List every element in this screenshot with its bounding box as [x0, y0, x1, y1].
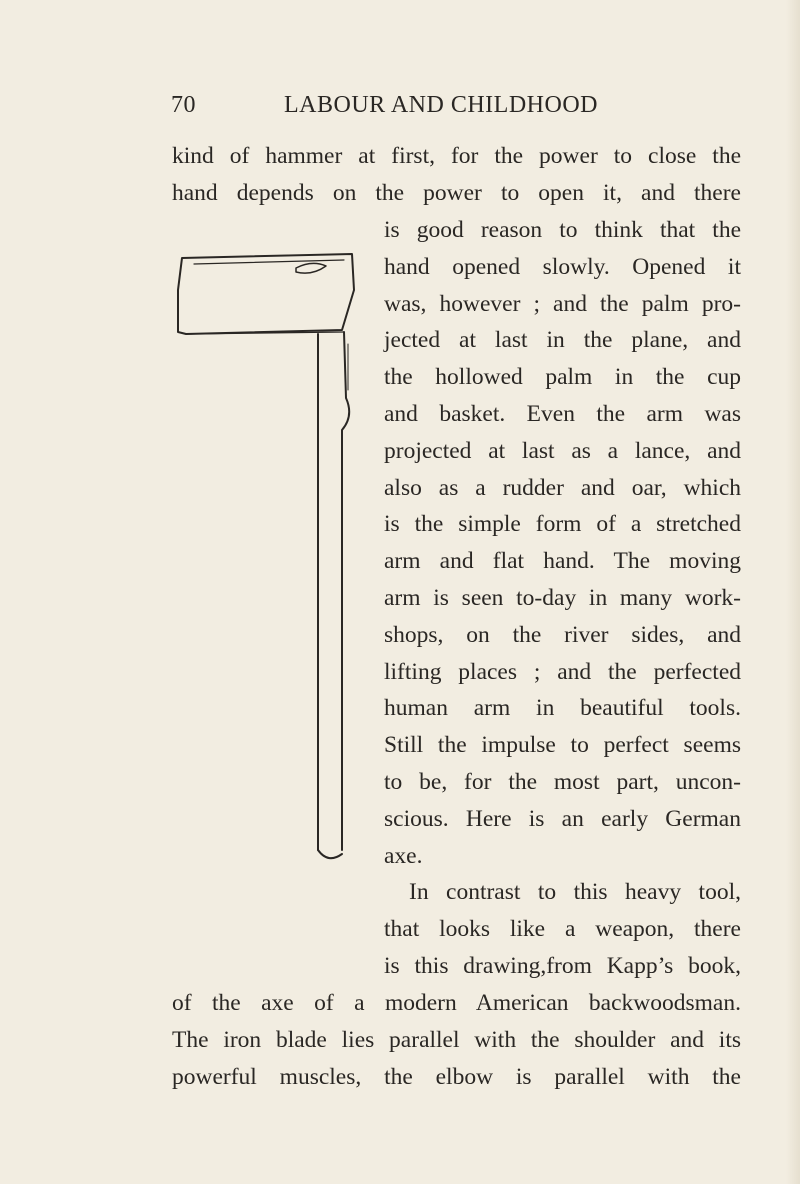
text-line: of the axe of a modern American backwoodsman.: [172, 990, 741, 1016]
text-line: arm is seen to-day in many work-: [384, 584, 741, 611]
axe-handle-grip: [318, 850, 342, 858]
axe-illustration: [168, 250, 378, 890]
text-line: hand depends on the power to open it, and there: [172, 179, 741, 206]
axe-head-outline: [178, 254, 354, 334]
text-line: to be, for the most part, uncon-: [384, 768, 741, 795]
text-line: axe.: [384, 842, 423, 869]
axe-head-inner: [194, 260, 344, 264]
text-line: arm and flat hand. The moving: [384, 548, 741, 575]
page-number: 70: [171, 92, 196, 118]
text-line: projected at last as a lance, and: [384, 437, 741, 464]
text-line: hand opened slowly. Opened it: [384, 253, 741, 280]
text-line: Still the impulse to perfect seems: [384, 732, 741, 759]
text-line: is good reason to think that the: [384, 217, 741, 243]
text-line: human arm in beautiful tools.: [384, 695, 741, 722]
text-line: is this drawing,from Kapp’s book,: [384, 952, 741, 979]
text-line: was, however ; and the palm pro-: [384, 290, 741, 317]
paragraph-wrapped: [384, 212, 741, 985]
text-line: lifting places ; and the perfected: [384, 658, 741, 685]
text-line: that looks like a weapon, there: [384, 916, 741, 943]
paragraph-bottom: [172, 985, 741, 1095]
text-line: kind of hammer at first, for the power to close the: [172, 143, 741, 169]
axe-eye: [296, 263, 326, 273]
text-line: powerful muscles, the elbow is parallel with the: [172, 1063, 741, 1090]
text-line: and basket. Even the arm was: [384, 400, 741, 427]
page-edge-shadow: [786, 0, 800, 1184]
text-line-indented: In contrast to this heavy tool,: [409, 879, 741, 906]
text-line: the hollowed palm in the cup: [384, 364, 741, 391]
text-line: scious. Here is an early German: [384, 805, 741, 832]
text-line: shops, on the river sides, and: [384, 621, 741, 648]
paragraph-top: [172, 138, 741, 212]
running-header: [171, 92, 741, 128]
text-line: is the simple form of a stretched: [384, 511, 741, 538]
text-line: jected at last in the plane, and: [384, 327, 741, 354]
text-line: also as a rudder and oar, which: [384, 474, 741, 501]
axe-handle-right: [342, 332, 349, 850]
text-line: The iron blade lies parallel with the shoulder and its: [172, 1026, 741, 1053]
running-title: LABOUR AND CHILDHOOD: [284, 92, 598, 118]
